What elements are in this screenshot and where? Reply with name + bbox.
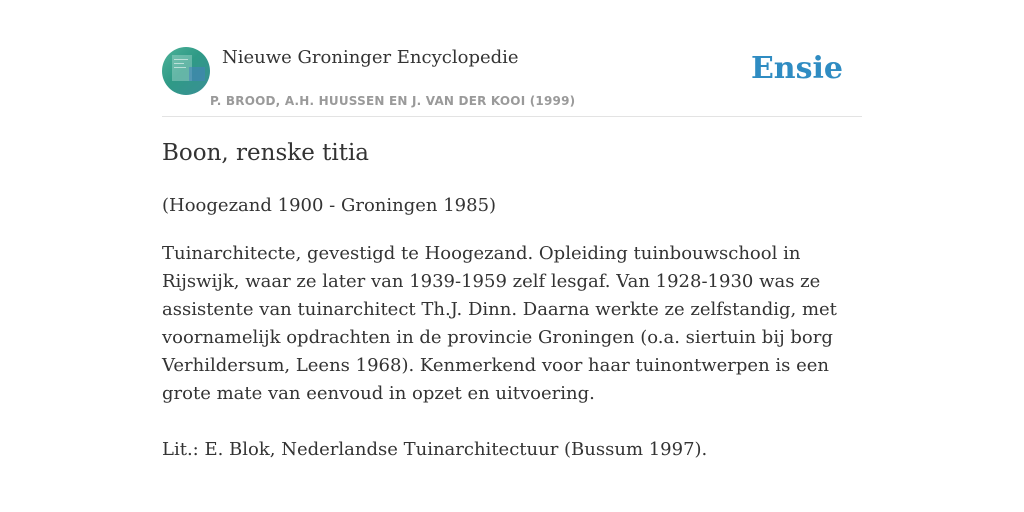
entry-headword: Boon, renske titia	[162, 140, 370, 166]
entry-literature: Lit.: E. Blok, Nederlandse Tuinarchitectuur (Bussum 1997).	[162, 439, 708, 460]
entry-lifespan: (Hoogezand 1900 - Groningen 1985)	[162, 195, 497, 216]
ensie-logo[interactable]: Ensie	[750, 51, 843, 86]
book-title[interactable]: Nieuwe Groninger Encyclopedie	[222, 47, 519, 68]
entry-body	[162, 240, 862, 492]
entry-paragraph: Tuinarchitecte, gevestigd te Hoogezand. Opleiding tuinbouwschool in Rijswijk, waar ze later van 1939-1959 zelf lesgaf. Van 1928-1930 was ze assistente van tuinarchitect Th.J. Dinn. Daarna werkte ze zelfstandig, met voornamelijk opdrachten in de provincie Groningen (o.a. siertuin bij borg Verhildersum, Leens 1968). Kenmerkend voor haar tuinontwerpen is een grote mate van eenvoud in opzet en uitvoering.	[162, 243, 837, 404]
book-authors: P. BROOD, A.H. HUUSSEN EN J. VAN DER KOOI (1999)	[210, 94, 576, 108]
book-header	[162, 46, 862, 117]
book-cover-icon[interactable]	[162, 47, 210, 95]
